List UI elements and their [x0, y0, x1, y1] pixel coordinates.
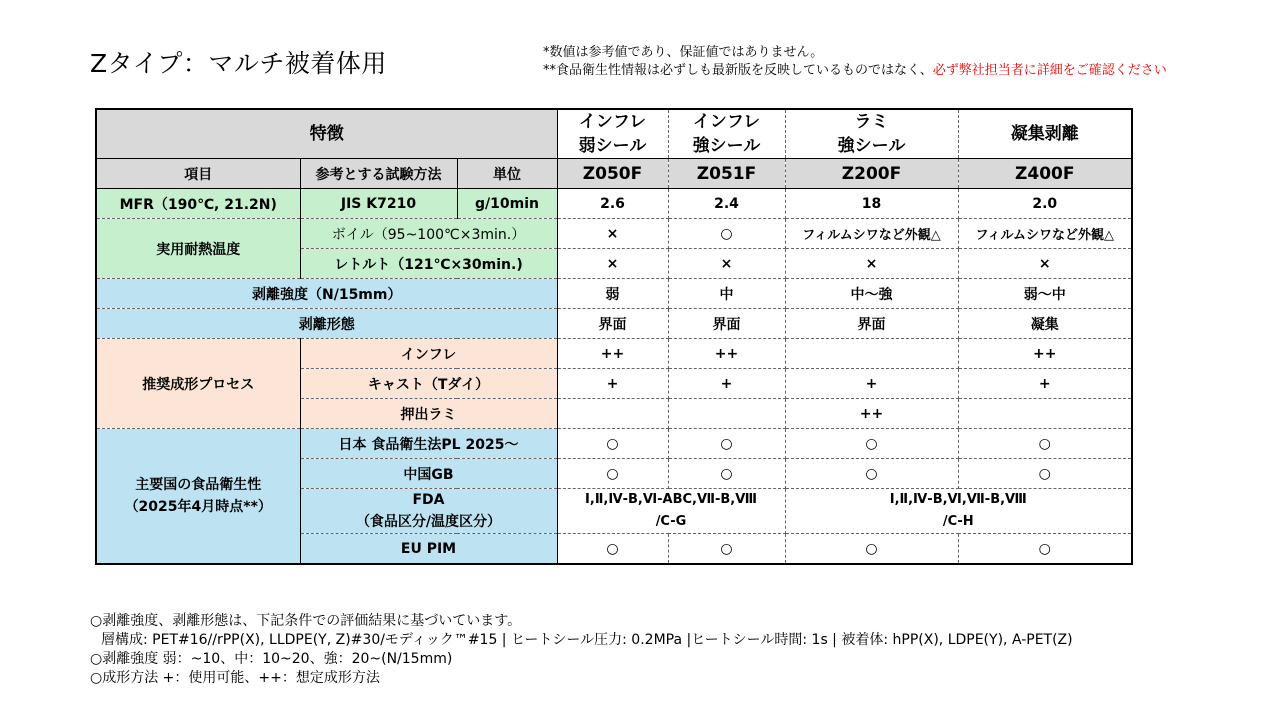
- peel-strength-z400f: 弱～中: [958, 279, 1132, 309]
- spec-table: [95, 108, 1133, 565]
- process-extrusion-label: 押出ラミ: [300, 399, 557, 429]
- condition-note: ○成形方法 +：使用可能、++：想定成形方法: [90, 670, 380, 686]
- food-eu-z051f: ○: [668, 534, 785, 565]
- food-fda-value-line: Ⅰ,Ⅱ,Ⅳ-B,Ⅵ,Ⅶ-B,Ⅷ: [889, 492, 1027, 507]
- feature-line: 弱シール: [578, 136, 647, 156]
- feature-z400f: [958, 109, 1132, 159]
- process-inflation-z051f: ++: [668, 339, 785, 369]
- disclaimer-line-2-text: **食品衛生性情報は必ずしも最新版を反映しているものではなく、: [543, 63, 933, 78]
- feature-line: インフレ: [692, 112, 761, 132]
- process-inflation-label: インフレ: [300, 339, 557, 369]
- feature-line: 凝集剥離: [1010, 124, 1079, 144]
- food-fda-label-line: （食品区分/温度区分）: [355, 514, 502, 530]
- mfr-value-z400f: 2.0: [958, 189, 1132, 219]
- retort-label: レトルト（121℃×30min.): [300, 249, 557, 279]
- food-china-z200f: ○: [785, 459, 958, 489]
- food-safety-label-line: 主要国の食品衛生性: [135, 477, 262, 493]
- process-label: 推奨成形プロセス: [96, 339, 300, 429]
- food-japan-row: [96, 429, 1132, 459]
- peel-mode-z050f: 界面: [557, 309, 668, 339]
- heat-resistance-label: 実用耐熱温度: [96, 219, 300, 279]
- disclaimer-line-1: *数値は参考値であり、保証値ではありません。: [543, 45, 824, 60]
- feature-line: 強シール: [692, 136, 761, 156]
- peel-strength-z200f: 中～強: [785, 279, 958, 309]
- food-china-z400f: ○: [958, 459, 1132, 489]
- disclaimer-notes: [543, 44, 1167, 80]
- food-china-z051f: ○: [668, 459, 785, 489]
- peel-strength-z051f: 中: [668, 279, 785, 309]
- process-extrusion-z400f: [958, 399, 1132, 429]
- food-fda-value-line: /C-H: [942, 514, 974, 529]
- food-fda-label: [300, 489, 557, 534]
- food-eu-z400f: ○: [958, 534, 1132, 565]
- process-extrusion-z200f: ++: [785, 399, 958, 429]
- food-fda-z200f-z400f: [785, 489, 1132, 534]
- process-cast-z051f: +: [668, 369, 785, 399]
- disclaimer-line-2: [543, 62, 1167, 80]
- condition-note: ○剥離強度、剥離形態は、下記条件での評価結果に基づいています。: [90, 613, 522, 629]
- food-fda-z050f-z051f: [557, 489, 785, 534]
- process-cast-label: キャスト（Tダイ）: [300, 369, 557, 399]
- food-japan-z400f: ○: [958, 429, 1132, 459]
- mfr-unit: g/10min: [457, 189, 557, 219]
- food-japan-label: 日本 食品衛生法PL 2025～: [300, 429, 557, 459]
- peel-mode-z200f: 界面: [785, 309, 958, 339]
- grade-row: [96, 159, 1132, 189]
- unit-header: 単位: [457, 159, 557, 189]
- mfr-label: MFR（190℃, 21.2N): [96, 189, 300, 219]
- feature-line: 強シール: [837, 136, 906, 156]
- food-china-label: 中国GB: [300, 459, 557, 489]
- peel-mode-label: 剥離形態: [96, 309, 557, 339]
- food-china-z050f: ○: [557, 459, 668, 489]
- grade-z200f: Z200F: [785, 159, 958, 189]
- mfr-method: JIS K7210: [300, 189, 457, 219]
- process-extrusion-z051f: [668, 399, 785, 429]
- retort-value-z200f: ×: [785, 249, 958, 279]
- food-eu-label: EU PIM: [300, 534, 557, 565]
- boil-row: [96, 219, 1132, 249]
- food-fda-label-line: FDA: [412, 492, 445, 508]
- food-safety-label: [96, 429, 300, 565]
- peel-strength-z050f: 弱: [557, 279, 668, 309]
- process-inflation-z400f: ++: [958, 339, 1132, 369]
- grade-z051f: Z051F: [668, 159, 785, 189]
- peel-mode-z400f: 凝集: [958, 309, 1132, 339]
- peel-strength-label: 剥離強度（N/15mm）: [96, 279, 557, 309]
- food-fda-value-line: Ⅰ,Ⅱ,Ⅳ-B,Ⅵ-ABC,Ⅶ-B,Ⅷ: [585, 492, 757, 507]
- food-japan-z050f: ○: [557, 429, 668, 459]
- disclaimer-warning: 必ず弊社担当者に詳細をご確認ください: [932, 63, 1167, 78]
- peel-mode-z051f: 界面: [668, 309, 785, 339]
- process-cast-z050f: +: [557, 369, 668, 399]
- process-extrusion-z050f: [557, 399, 668, 429]
- process-cast-z200f: +: [785, 369, 958, 399]
- grade-z400f: Z400F: [958, 159, 1132, 189]
- item-header: 項目: [96, 159, 300, 189]
- boil-label: ボイル（95~100℃×3min.）: [300, 219, 557, 249]
- food-eu-z050f: ○: [557, 534, 668, 565]
- feature-row: [96, 109, 1132, 159]
- boil-value-z050f: ×: [557, 219, 668, 249]
- process-inflation-z200f: [785, 339, 958, 369]
- boil-value-z200f: フィルムシワなど外観△: [785, 219, 958, 249]
- retort-value-z050f: ×: [557, 249, 668, 279]
- feature-line: インフレ: [578, 112, 647, 132]
- food-safety-label-line: （2025年4月時点**）: [124, 499, 272, 515]
- retort-value-z400f: ×: [958, 249, 1132, 279]
- process-inflation-row: [96, 339, 1132, 369]
- food-fda-value-line: /C-G: [655, 514, 687, 529]
- condition-notes: [90, 612, 1073, 688]
- feature-z050f: [557, 109, 668, 159]
- food-eu-z200f: ○: [785, 534, 958, 565]
- process-inflation-z050f: ++: [557, 339, 668, 369]
- mfr-value-z200f: 18: [785, 189, 958, 219]
- food-japan-z051f: ○: [668, 429, 785, 459]
- food-japan-z200f: ○: [785, 429, 958, 459]
- feature-line: ラミ: [854, 112, 889, 132]
- boil-value-z051f: ○: [668, 219, 785, 249]
- process-cast-z400f: +: [958, 369, 1132, 399]
- peel-mode-row: [96, 309, 1132, 339]
- feature-z051f: [668, 109, 785, 159]
- method-header: 参考とする試験方法: [300, 159, 457, 189]
- retort-value-z051f: ×: [668, 249, 785, 279]
- mfr-row: [96, 189, 1132, 219]
- condition-note: 層構成: PET#16//rPP(X), LLDPE(Y, Z)#30/モディック™#15 | ヒートシール圧力: 0.2MPa |ヒートシール時間: 1s | 被着体: hPP(X), LDPE(Y), A-PET(Z): [101, 632, 1073, 648]
- peel-strength-row: [96, 279, 1132, 309]
- mfr-value-z051f: 2.4: [668, 189, 785, 219]
- feature-z200f: [785, 109, 958, 159]
- boil-value-z400f: フィルムシワなど外観△: [958, 219, 1132, 249]
- condition-note: ○剥離強度 弱：~10、中：10~20、強：20~(N/15mm): [90, 651, 453, 667]
- page-title: Zタイプ：マルチ被着体用: [90, 49, 387, 78]
- feature-header: 特徴: [96, 109, 557, 159]
- mfr-value-z050f: 2.6: [557, 189, 668, 219]
- grade-z050f: Z050F: [557, 159, 668, 189]
